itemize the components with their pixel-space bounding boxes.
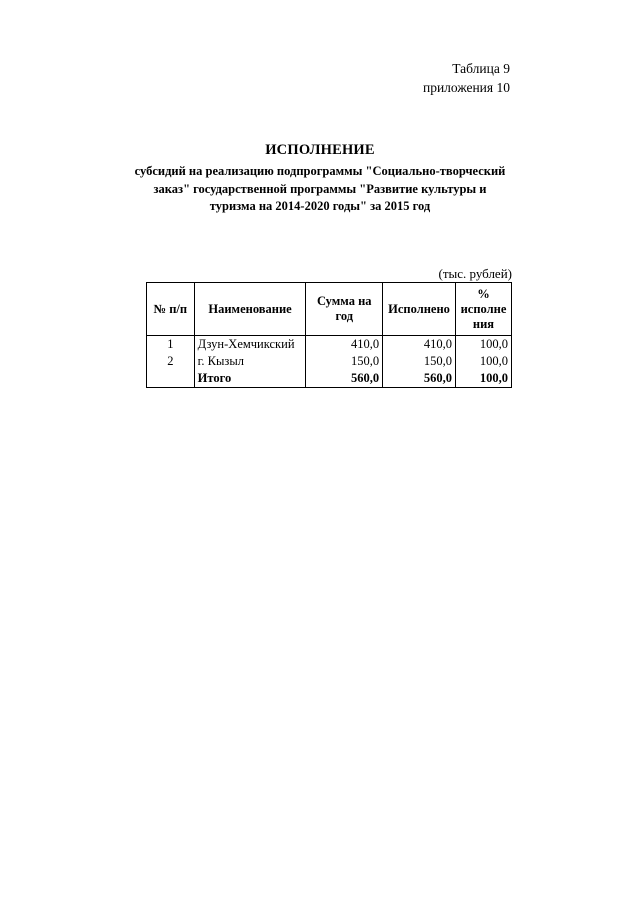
- total-percent: 100,0: [456, 370, 512, 388]
- document-title: ИСПОЛНЕНИЕ: [265, 142, 375, 158]
- document-subtitle: [120, 163, 520, 216]
- row-number: 2: [147, 353, 195, 370]
- total-label: Итого: [194, 370, 306, 388]
- subtitle-line: туризма на 2014-2020 годы" за 2015 год: [209, 199, 431, 213]
- table-header-row: [147, 283, 512, 336]
- row-name: Дзун-Хемчикский: [194, 336, 306, 354]
- column-header-name: Наименование: [194, 283, 306, 336]
- table-reference: [423, 59, 510, 97]
- table-number: Таблица 9: [452, 61, 510, 76]
- subtitle-line: заказ" государственной программы "Развитие культуры и: [153, 181, 487, 196]
- row-name: г. Кызыл: [194, 353, 306, 370]
- total-number: [147, 370, 195, 388]
- row-annual-sum: 150,0: [306, 353, 383, 370]
- total-executed: 560,0: [383, 370, 456, 388]
- row-annual-sum: 410,0: [306, 336, 383, 354]
- execution-table: [146, 282, 512, 388]
- column-header-number: № п/п: [147, 283, 195, 336]
- column-header-percent: % исполне ния: [456, 283, 512, 336]
- total-annual-sum: 560,0: [306, 370, 383, 388]
- row-percent: 100,0: [456, 336, 512, 354]
- subtitle-line: субсидий на реализацию подпрограммы "Социально-творческий: [134, 164, 506, 178]
- row-executed: 410,0: [383, 336, 456, 354]
- row-executed: 150,0: [383, 353, 456, 370]
- column-header-annual-sum: Сумма на год: [306, 283, 383, 336]
- column-header-executed: Исполнено: [383, 283, 456, 336]
- table-total-row: [147, 370, 512, 388]
- row-percent: 100,0: [456, 353, 512, 370]
- units-label: (тыс. рублей): [438, 266, 512, 281]
- table-row: [147, 353, 512, 370]
- row-number: 1: [147, 336, 195, 354]
- table-row: [147, 336, 512, 354]
- appendix-reference: приложения 10: [422, 80, 510, 95]
